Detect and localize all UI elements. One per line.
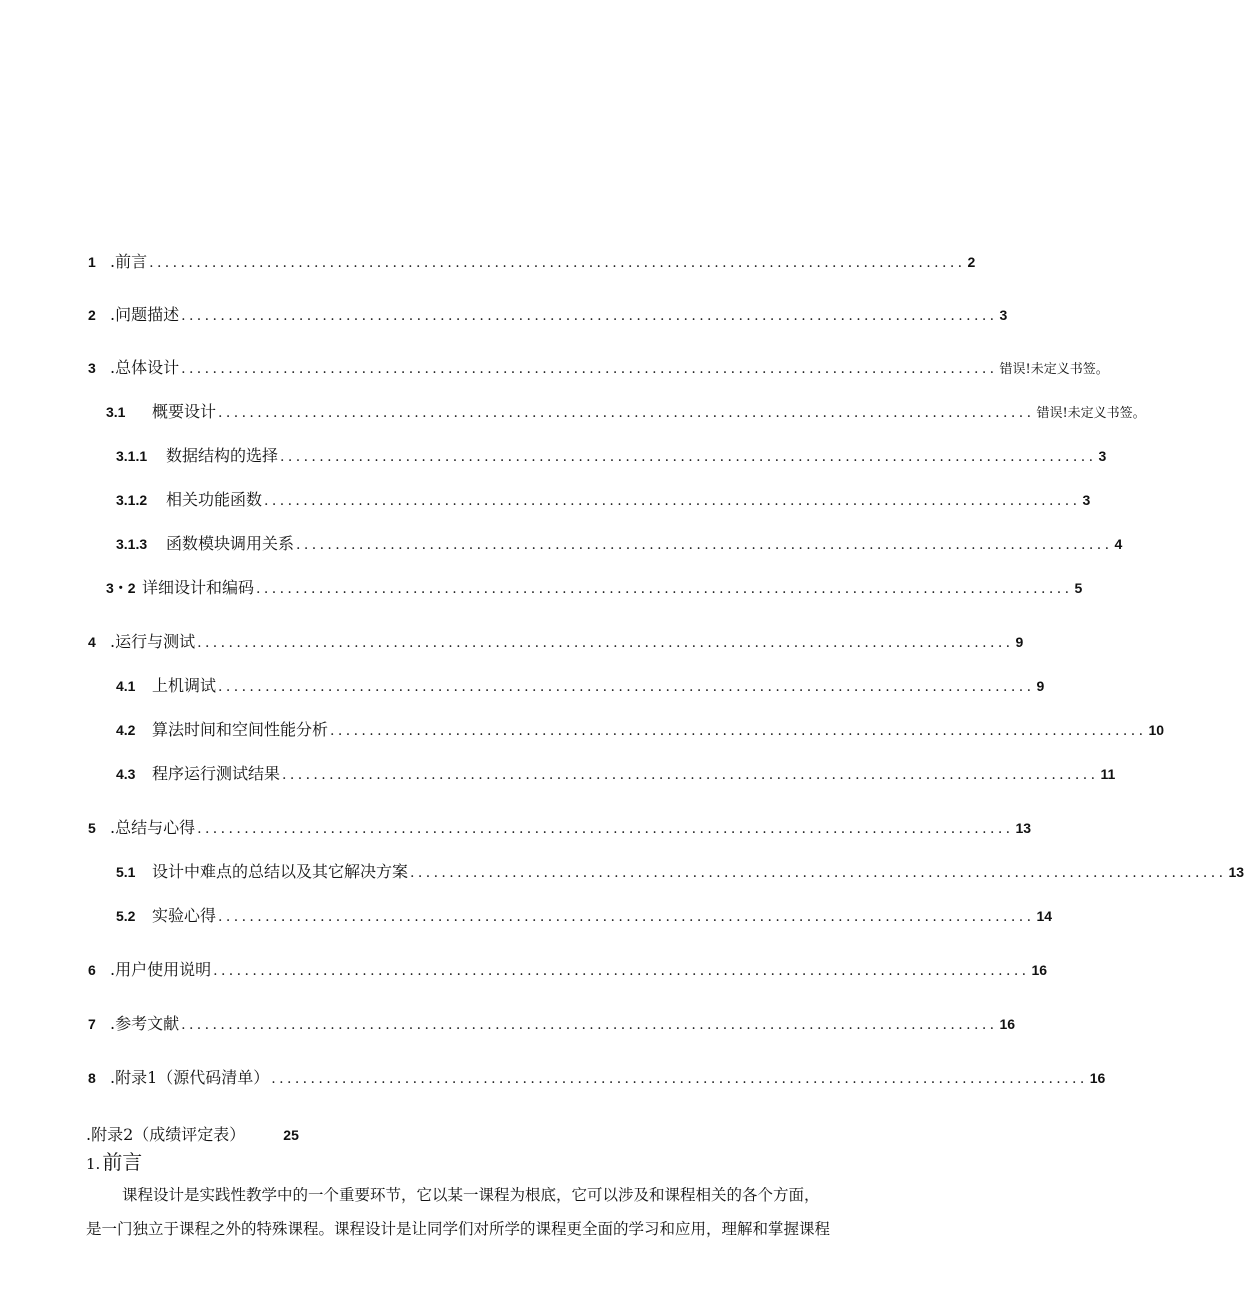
toc-page: 3 — [1098, 448, 1107, 464]
toc-entry[interactable] — [116, 534, 1123, 555]
toc-title: 上机调试 — [152, 676, 217, 695]
toc-page: 16 — [1031, 962, 1048, 978]
toc-number: 4 — [88, 634, 96, 650]
toc-page: 10 — [1148, 722, 1165, 738]
toc-number: 5.2 — [116, 908, 136, 924]
toc-number: 7 — [88, 1016, 96, 1032]
dot-leader: ........................................................................................................ — [218, 405, 1035, 421]
dot-leader: ........................................................................................................ — [330, 723, 1147, 739]
section-number: 1. — [86, 1155, 101, 1173]
toc-entry[interactable] — [88, 818, 1032, 839]
toc-entry[interactable] — [106, 578, 1083, 599]
toc-title: 数据结构的选择 — [166, 446, 279, 465]
toc-title: 实验心得 — [152, 906, 217, 925]
toc-title: .前言 — [110, 252, 148, 271]
toc-page: 4 — [1114, 536, 1123, 552]
toc-number: 5 — [88, 820, 96, 836]
toc-number: 3 — [88, 360, 96, 376]
dot-leader: ........................................................................................................ — [197, 821, 1014, 837]
dot-leader: ........................................................................................................ — [181, 361, 998, 377]
dot-leader: ........................................................................................................ — [218, 679, 1035, 695]
dot-leader: ........................................................................................................ — [296, 537, 1113, 553]
toc-number: 3.1.3 — [116, 536, 148, 552]
toc-number: 5.1 — [116, 864, 136, 880]
toc-title: 设计中难点的总结以及其它解决方案 — [152, 862, 409, 881]
toc-title: 详细设计和编码 — [142, 578, 255, 597]
toc-page: 9 — [1036, 678, 1045, 694]
toc-entry[interactable] — [106, 402, 1146, 424]
dot-leader: ........................................................................................................ — [213, 963, 1030, 979]
toc-entry[interactable] — [116, 720, 1165, 741]
toc-number: 3.1 — [106, 404, 126, 420]
toc-page: 5 — [1074, 580, 1083, 596]
section-heading — [86, 1146, 142, 1175]
toc-title: 函数模块调用关系 — [166, 534, 295, 553]
toc-page: 11 — [1100, 766, 1116, 782]
toc-page: 3 — [1082, 492, 1091, 508]
toc-page: 2 — [967, 254, 976, 270]
toc-entry[interactable] — [88, 632, 1024, 653]
dot-leader: ........................................................................................................ — [181, 1017, 998, 1033]
body-paragraph-line: 课程设计是实践性教学中的一个重要环节，它以某一课程为根底，它可以涉及和课程相关的各个方面， — [122, 1186, 820, 1204]
toc-title: 概要设计 — [152, 402, 217, 421]
toc-title: .参考文献 — [110, 1014, 180, 1033]
toc-title: .运行与测试 — [110, 632, 196, 651]
toc-number: 3.1.2 — [116, 492, 148, 508]
toc-number: 4.1 — [116, 678, 136, 694]
dot-leader: ........................................................................................................ — [218, 909, 1035, 925]
toc-number: 2 — [88, 307, 96, 323]
toc-title: .附录2（成绩评定表） — [86, 1125, 246, 1144]
toc-title: 相关功能函数 — [166, 490, 263, 509]
toc-entry[interactable] — [116, 446, 1107, 467]
toc-number: 4.2 — [116, 722, 136, 738]
toc-title: 程序运行测试结果 — [152, 764, 281, 783]
toc-entry[interactable] — [116, 676, 1045, 697]
toc-page: 3 — [999, 307, 1008, 323]
toc-page: 16 — [999, 1016, 1016, 1032]
dot-leader: ........................................................................................................ — [256, 581, 1073, 597]
toc-number: 4.3 — [116, 766, 136, 782]
toc-number: 3.1.1 — [116, 448, 148, 464]
toc-entry[interactable] — [88, 960, 1048, 981]
toc-title: .总结与心得 — [110, 818, 196, 837]
toc-page: 14 — [1036, 908, 1053, 924]
toc-entry[interactable] — [88, 358, 1109, 380]
dot-leader: ........................................................................................................ — [264, 493, 1081, 509]
toc-page: 16 — [1089, 1070, 1106, 1086]
toc-page-error: 错误!未定义书签。 — [1036, 406, 1146, 421]
toc-title: 算法时间和空间性能分析 — [152, 720, 329, 739]
toc-entry[interactable] — [88, 305, 1008, 326]
toc-entry[interactable] — [116, 764, 1116, 785]
toc-page: 13 — [1015, 820, 1032, 836]
toc-entry-appendix2[interactable] — [86, 1122, 299, 1145]
toc-page: 13 — [1228, 864, 1244, 880]
dot-leader: ........................................................................................................ — [149, 255, 966, 271]
dot-leader: ........................................................................................................ — [181, 308, 998, 324]
toc-entry[interactable] — [88, 252, 976, 273]
toc-entry[interactable] — [88, 1014, 1016, 1035]
toc-title: .附录1（源代码清单） — [110, 1068, 270, 1087]
toc-entry[interactable] — [116, 490, 1091, 511]
toc-number: 6 — [88, 962, 96, 978]
toc-entry[interactable] — [88, 1068, 1106, 1089]
section-title: 前言 — [102, 1150, 143, 1174]
toc-title: .总体设计 — [110, 358, 180, 377]
toc-number: 1 — [88, 254, 96, 270]
toc-title: .问题描述 — [110, 305, 180, 324]
dot-leader: ........................................................................................................ — [271, 1071, 1088, 1087]
toc-page: 25 — [283, 1127, 299, 1143]
toc-entry[interactable] — [116, 862, 1244, 883]
dot-leader: ........................................................................................................ — [280, 449, 1097, 465]
toc-number: 3・2 — [106, 580, 136, 596]
body-paragraph-line: 是一门独立于课程之外的特殊课程。课程设计是让同学们对所学的课程更全面的学习和应用，理解和掌握课程 — [86, 1220, 831, 1238]
toc-number: 8 — [88, 1070, 96, 1086]
toc-page-error: 错误!未定义书签。 — [999, 362, 1109, 377]
toc-title: .用户使用说明 — [110, 960, 212, 979]
toc-entry[interactable] — [116, 906, 1053, 927]
dot-leader: ........................................................................................................ — [410, 865, 1227, 881]
dot-leader: ........................................................................................................ — [197, 635, 1014, 651]
dot-leader: ........................................................................................................ — [282, 767, 1099, 783]
toc-page: 9 — [1015, 634, 1024, 650]
